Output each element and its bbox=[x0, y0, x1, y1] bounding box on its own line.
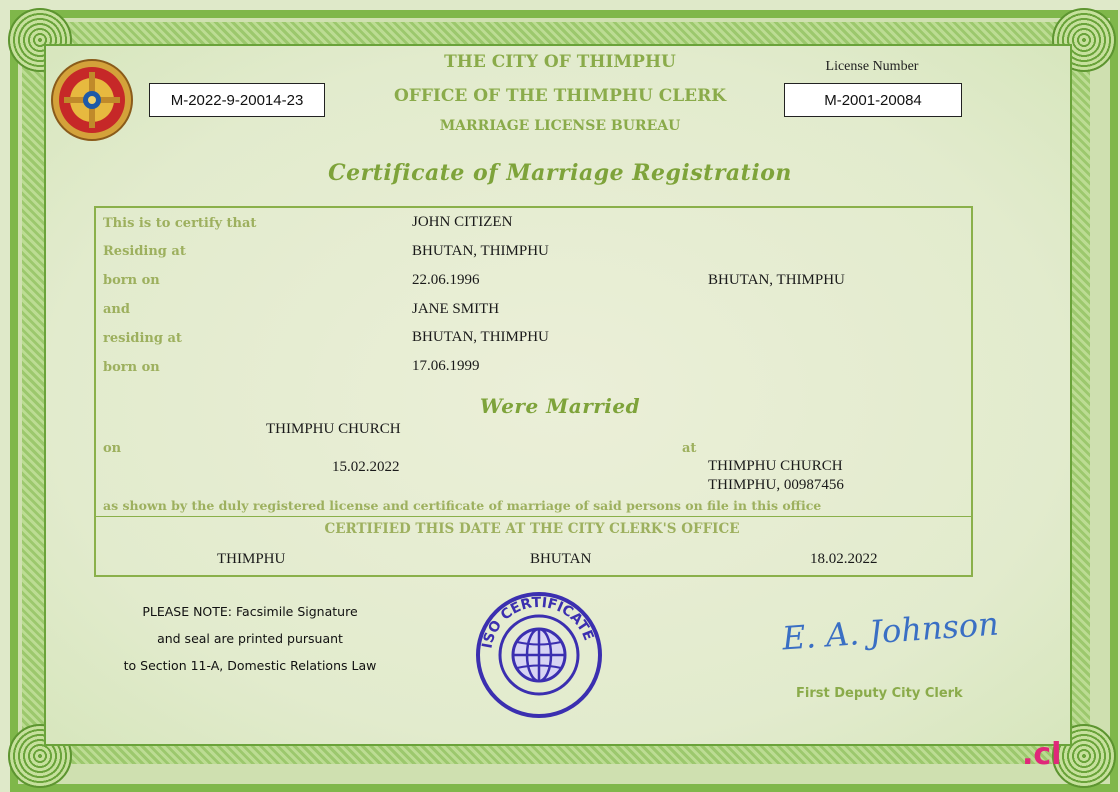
certified-date: 18.02.2022 bbox=[810, 551, 878, 567]
person2-name: JANE SMITH bbox=[412, 301, 500, 317]
certified-country: BHUTAN bbox=[530, 551, 592, 567]
person1-dob: 22.06.1996 bbox=[412, 272, 480, 288]
marriage-date: 15.02.2022 bbox=[332, 459, 400, 475]
residing-label: Residing at bbox=[103, 244, 186, 259]
certified-divider bbox=[96, 516, 971, 517]
born-label: born on bbox=[103, 273, 160, 288]
office-heading: OFFICE OF THE THIMPHU CLERK bbox=[393, 86, 727, 106]
license-number-box: M-2001-20084 bbox=[784, 83, 962, 117]
certify-label: This is to certify that bbox=[103, 216, 257, 231]
license-number-label: License Number bbox=[825, 59, 919, 74]
note-line-2: and seal are printed pursuant bbox=[157, 631, 343, 646]
person1-birthplace: BHUTAN, THIMPHU bbox=[708, 272, 845, 288]
were-married-heading: Were Married bbox=[479, 394, 641, 418]
on-label: on bbox=[103, 441, 122, 456]
signatory-title: First Deputy City Clerk bbox=[796, 686, 963, 701]
certified-heading: CERTIFIED THIS DATE AT THE CITY CLERK'S OFFICE bbox=[324, 521, 740, 537]
officiant: THIMPHU CHURCH bbox=[266, 421, 401, 437]
certificate-title: Certificate of Marriage Registration bbox=[328, 160, 792, 186]
certified-city: THIMPHU bbox=[217, 551, 286, 567]
seal-text: ISO CERTIFICATE bbox=[479, 594, 597, 650]
and-label: and bbox=[103, 302, 130, 317]
registry-statement: as shown by the duly registered license and certificate of marriage of said persons on file in this office bbox=[103, 498, 822, 513]
marriage-place-line2: THIMPHU, 00987456 bbox=[708, 477, 844, 493]
person1-residence: BHUTAN, THIMPHU bbox=[412, 243, 549, 259]
marriage-place-line1: THIMPHU CHURCH bbox=[708, 458, 843, 474]
signature: E. A. Johnson bbox=[780, 604, 1000, 658]
at-label: at bbox=[682, 441, 697, 456]
note-line-1: PLEASE NOTE: Facsimile Signature bbox=[142, 604, 358, 619]
bureau-heading: MARRIAGE LICENSE BUREAU bbox=[439, 118, 681, 134]
person2-dob: 17.06.1999 bbox=[412, 358, 480, 374]
note-line-3: to Section 11-A, Domestic Relations Law bbox=[123, 658, 377, 673]
person2-residence: BHUTAN, THIMPHU bbox=[412, 329, 549, 345]
city-heading: THE CITY OF THIMPHU bbox=[444, 52, 676, 72]
residing2-label: residing at bbox=[103, 331, 182, 346]
born2-label: born on bbox=[103, 360, 160, 375]
watermark-logo: .cl bbox=[1022, 737, 1062, 772]
iso-seal-stamp bbox=[473, 591, 605, 719]
registration-number-box: M-2022-9-20014-23 bbox=[149, 83, 325, 117]
person1-name: JOHN CITIZEN bbox=[412, 214, 513, 230]
